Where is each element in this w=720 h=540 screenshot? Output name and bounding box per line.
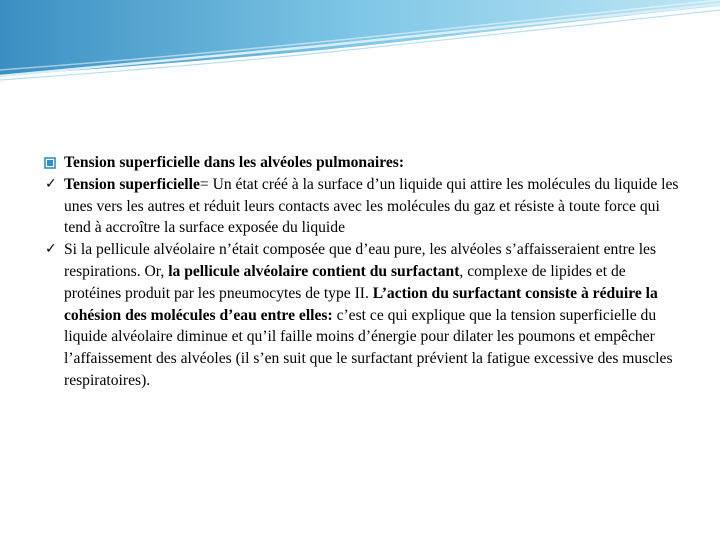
surfactant-bold-1: la pellicule alvéolaire contient du surfactant: [168, 262, 460, 280]
surfactant-bold-2: L’action du surfactant consiste à réduire la cohésion des molécules d’eau entre elles:: [64, 284, 658, 324]
slide-content: [44, 152, 684, 392]
header-wave-decoration: [0, 0, 720, 90]
square-bullet-icon: [44, 157, 56, 169]
definition-term: Tension superficielle: [64, 175, 200, 193]
section-heading-line: [44, 152, 684, 174]
surfactant-text-part2: , complexe de lipides et de protéines produit par les pneumocytes de type II.: [64, 262, 626, 302]
surfactant-text-part3: c’est ce qui explique que la tension superficielle du liquide alvéolaire diminue et qu’il faille moins d’énergie pour dilater les poumons et empêcher l’affaissement des alvéoles (il s’en suit que le surfactant prévient la fatigue excessive des muscles respiratoires).: [64, 306, 673, 389]
definition-item: [44, 174, 684, 239]
surfactant-text-part1: Si la pellicule alvéolaire n’était composée que d’eau pure, les alvéoles s’affaisseraient entre les respirations. Or,: [64, 241, 657, 280]
surfactant-item: [44, 239, 684, 392]
definition-text: = Un état créé à la surface d’un liquide qui attire les molécules du liquide les unes vers les autres et réduit leurs contacts avec les molécules du gaz et résiste à toute force qui tend à accroître la surface exposée du liquide: [64, 175, 679, 237]
checkmark-icon: ✓: [45, 241, 57, 258]
section-heading: Tension superficielle dans les alvéoles pulmonaires:: [64, 154, 405, 171]
checkmark-icon: ✓: [45, 175, 57, 192]
